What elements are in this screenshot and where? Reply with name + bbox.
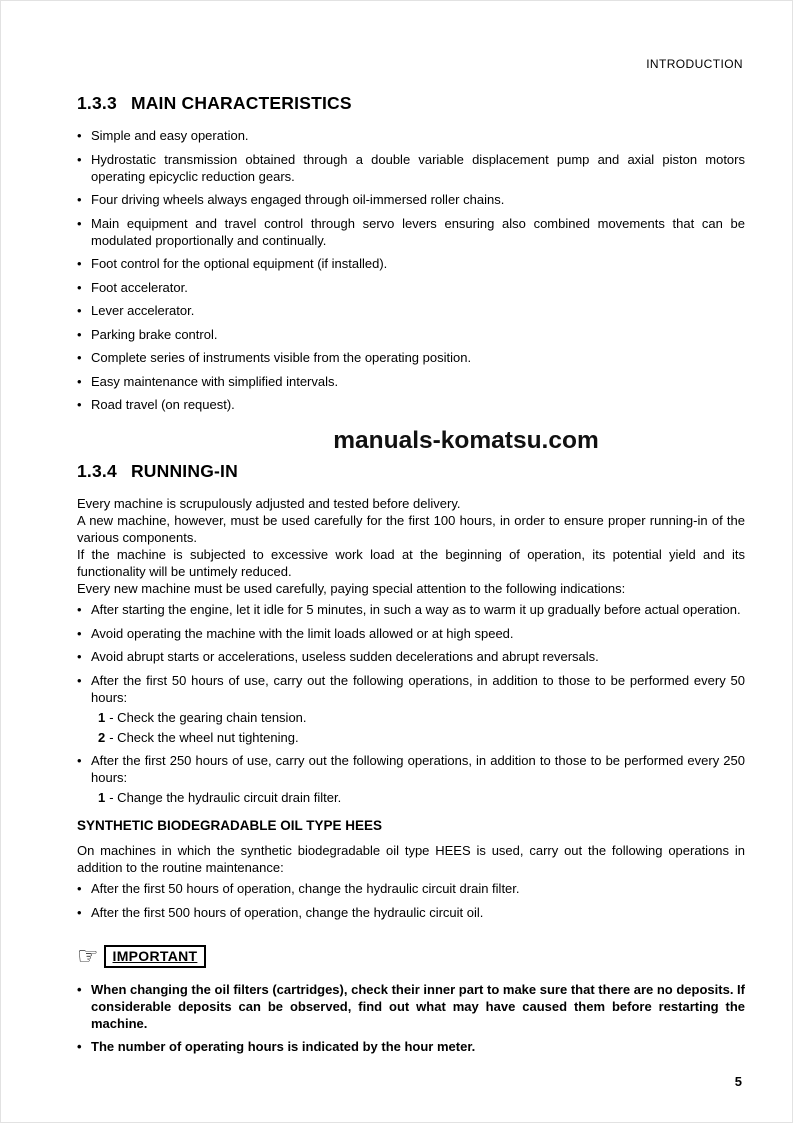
list-item [77,349,745,366]
section-title-running-in [77,461,745,482]
list-item [77,904,745,921]
important-list [77,981,745,1056]
list-item-text: Parking brake control. [91,326,218,342]
list-item-text: Avoid abrupt starts or accelerations, useless sudden decelerations and abrupt reversals. [91,649,599,664]
list-item [77,648,745,665]
section-title-text: MAIN CHARACTERISTICS [130,93,352,113]
step-text: - Check the gearing chain tension. [109,709,307,725]
paragraph: If the machine is subjected to excessive work load at the beginning of operation, its potential yield and its functionality will be untimely reduced. [77,547,745,579]
step-text: - Change the hydraulic circuit drain filter. [109,790,342,805]
pointing-hand-icon: ☞ [77,942,99,970]
list-item [77,302,745,319]
list-item-body [91,672,745,746]
important-callout [77,942,745,970]
subsection-title-hees: SYNTHETIC BIODEGRADABLE OIL TYPE HEES [77,818,383,833]
list-item [77,373,745,390]
bullet-marker: • [77,303,82,318]
list-item [77,1038,745,1055]
bullet-marker: • [77,128,82,143]
bullet-marker: • [77,1039,82,1054]
bullet-marker: • [77,753,82,768]
list-item [77,752,745,806]
bullet-marker: • [77,625,82,641]
list-item-text: When changing the oil filters (cartridges), check their inner part to make sure that there are no deposits. If considerable deposits can be observed, find out what may have caused them before restarting the machine. [91,981,745,1031]
bullet-marker: • [77,215,82,231]
bullet-marker: • [77,649,82,664]
list-item-text: Simple and easy operation. [91,128,249,143]
step-number: 2 [98,729,106,745]
list-item [77,151,745,185]
list-item [77,279,745,296]
bullet-marker: • [77,350,82,365]
main-characteristics-list [77,127,745,413]
paragraph: Every new machine must be used carefully, paying special attention to the following indications: [77,581,626,596]
step-number: 1 [98,709,106,725]
bullet-marker: • [77,397,82,412]
list-item-text: Avoid operating the machine with the limit loads allowed or at high speed. [91,625,514,641]
list-item-text: Road travel (on request). [91,397,235,412]
paragraph: On machines in which the synthetic biodegradable oil type HEES is used, carry out the following operations in addition to the routine maintenance: [77,843,745,875]
bullet-marker: • [77,672,82,688]
step-text: - Check the wheel nut tightening. [109,729,299,745]
list-item [77,191,745,208]
paragraph: Every machine is scrupulously adjusted and tested before delivery. [77,496,461,511]
bullet-marker: • [77,256,82,271]
list-item [77,601,745,618]
important-label: IMPORTANT [104,945,207,968]
list-item-text: After the first 50 hours of operation, change the hydraulic circuit drain filter. [91,881,520,896]
section-title-text: RUNNING-IN [130,461,238,481]
list-item-text: Foot control for the optional equipment (if installed). [91,256,388,271]
numbered-step [98,729,745,746]
page-header-label: INTRODUCTION [646,57,743,71]
list-item-text: Hydrostatic transmission obtained through a double variable displacement pump and axial piston motors operating epicyclic reduction gears. [91,151,745,184]
list-item [77,396,745,413]
list-item-text: After the first 50 hours of use, carry out the following operations, in addition to those to be performed every 50 hours: [91,672,745,705]
list-item-text: Foot accelerator. [91,279,188,295]
page-content [77,93,745,1062]
list-item [77,880,745,897]
list-item-text: The number of operating hours is indicated by the hour meter. [91,1039,476,1054]
running-in-list [77,601,745,806]
list-item [77,672,745,746]
section-number: 1.3.4 [77,461,117,481]
list-item [77,625,745,642]
numbered-step [98,789,745,806]
list-item-text: After starting the engine, let it idle for 5 minutes, in such a way as to warm it up gradually before actual operation. [91,602,741,617]
list-item [77,326,745,343]
section-title-main-characteristics [77,93,745,114]
bullet-marker: • [77,904,82,920]
bullet-marker: • [77,279,82,295]
list-item-text: After the first 250 hours of use, carry out the following operations, in addition to those to be performed every 250 hours: [91,753,745,785]
bullet-marker: • [77,151,82,167]
bullet-marker: • [77,881,82,896]
watermark-text: manuals-komatsu.com [333,427,599,454]
list-item-body [91,752,745,806]
bullet-marker: • [77,192,82,207]
page-number: 5 [734,1074,742,1089]
list-item [77,255,745,272]
numbered-step [98,709,745,726]
list-item-text: Main equipment and travel control through servo levers ensuring also combined movements that can be modulated proportionally and continually. [91,215,745,248]
list-item-text: Complete series of instruments visible from the operating position. [91,350,472,365]
list-item-text: After the first 500 hours of operation, change the hydraulic circuit oil. [91,904,484,920]
list-item [77,981,745,1032]
list-item-text: Four driving wheels always engaged through oil-immersed roller chains. [91,192,505,207]
bullet-marker: • [77,373,82,389]
paragraph: A new machine, however, must be used carefully for the first 100 hours, in order to ensure proper running-in of the various components. [77,513,745,545]
bullet-marker: • [77,602,82,617]
bullet-marker: • [77,981,82,997]
list-item-text: Easy maintenance with simplified intervals. [91,373,339,389]
step-number: 1 [98,790,106,805]
section-number: 1.3.3 [77,93,117,113]
list-item [77,215,745,249]
hees-list [77,880,745,921]
list-item-text: Lever accelerator. [91,303,195,318]
bullet-marker: • [77,326,82,342]
list-item [77,127,745,144]
